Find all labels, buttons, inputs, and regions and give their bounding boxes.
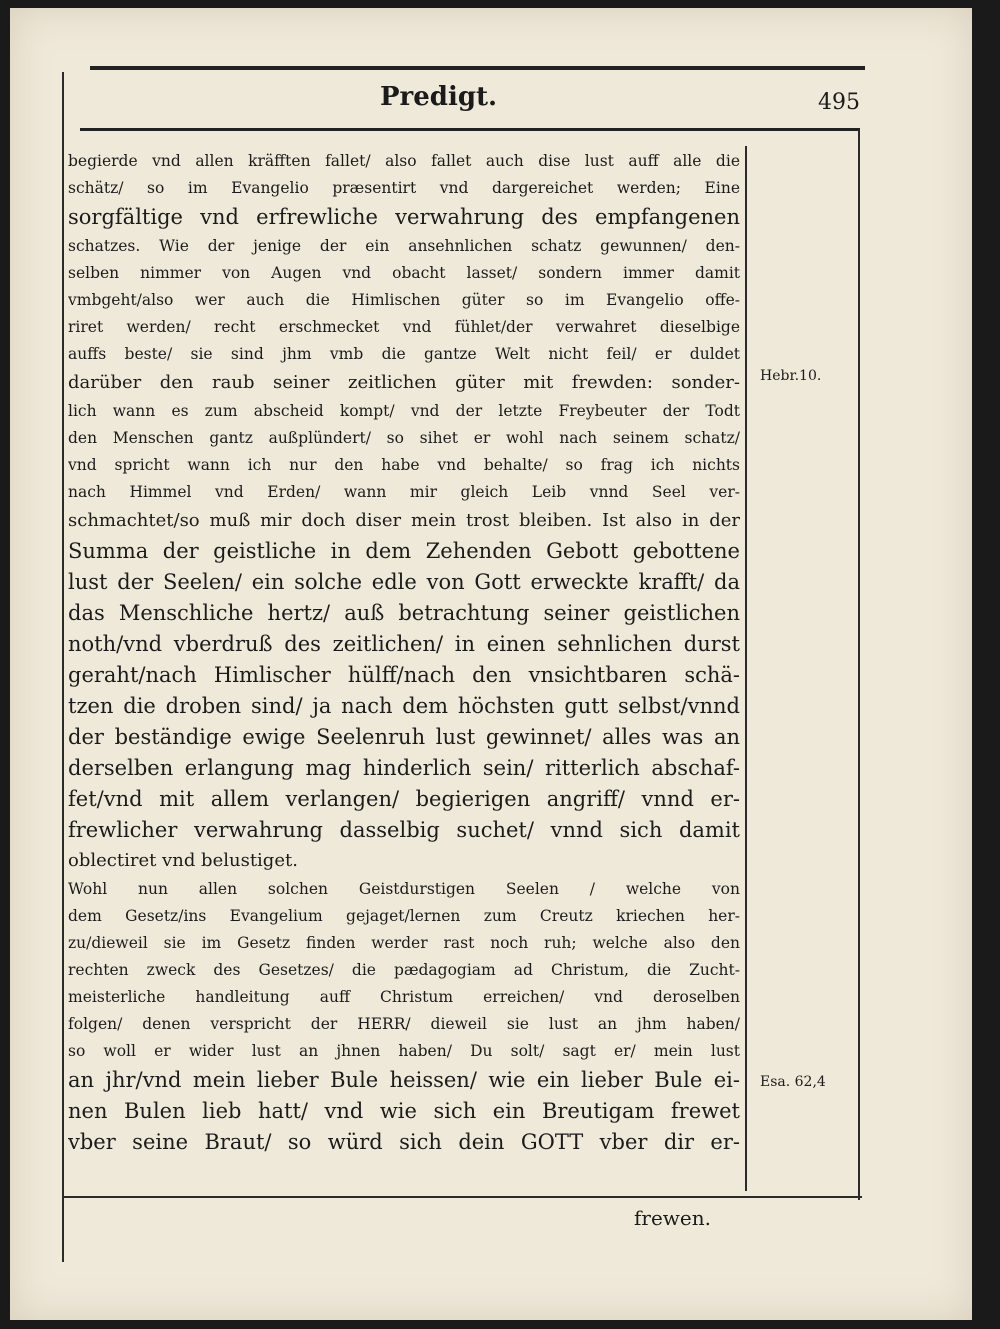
text-line: schatzes. Wie der jenige der ein ansehnlichen schatz gewunnen/ den- [68,237,740,255]
top-rule [90,66,865,70]
margin-note: Hebr.10. [760,368,822,384]
text-line: nach Himmel vnd Erden/ wann mir gleich Leib vnnd Seel ver- [68,483,740,501]
text-line: so woll er wider lust an jhnen haben/ Du solt/ sagt er/ mein lust [68,1042,740,1060]
text-line: meisterliche handleitung auff Christum erreichen/ vnd deroselben [68,988,740,1006]
text-line: vnd spricht wann ich nur den habe vnd behalte/ so frag ich nichts [68,456,740,474]
text-line: das Menschliche hertz/ auß betrachtung seiner geistlichen [68,601,740,625]
text-line: darüber den raub seiner zeitlichen güter mit frewden: sonder- [68,372,740,393]
page-number: 495 [818,90,860,115]
text-line: dem Gesetz/ins Evangelium gejaget/lernen zum Creutz kriechen her- [68,907,740,925]
text-line: folgen/ denen verspricht der HERR/ dieweil sie lust an jhm haben/ [68,1015,740,1033]
text-line: riret werden/ recht erschmecket vnd fühlet/der verwahret dieselbige [68,318,740,336]
text-line: begierde vnd allen kräfften fallet/ also fallet auch dise lust auff alle die [68,152,740,170]
text-line: vber seine Braut/ so würd sich dein GOTT vber dir er- [68,1130,740,1154]
text-line: selben nimmer von Augen vnd obacht lasset/ sondern immer damit [68,264,740,282]
right-border-rule [858,130,860,1200]
text-line: oblectiret vnd belustiget. [68,850,298,871]
margin-note: Esa. 62,4 [760,1074,826,1090]
text-line: zu/dieweil sie im Gesetz finden werder rast noch ruh; welche also den [68,934,740,952]
text-line: rechten zweck des Gesetzes/ die pædagogiam ad Christum, die Zucht- [68,961,740,979]
margin-column-rule [745,146,747,1191]
text-line: lust der Seelen/ ein solche edle von Gott erweckte krafft/ da [68,570,740,594]
text-line: der beständige ewige Seelenruh lust gewinnet/ alles was an [68,725,740,749]
text-line: vmbgeht/also wer auch die Himlischen güter so im Evangelio offe- [68,291,740,309]
left-border-rule [62,72,64,1262]
text-line: Summa der geistliche in dem Zehenden Gebott gebottene [68,539,740,563]
text-line: schmachtet/so muß mir doch diser mein trost bleiben. Ist also in der [68,510,740,531]
text-line: auffs beste/ sie sind jhm vmb die gantze Welt nicht feil/ er duldet [68,345,740,363]
text-line: an jhr/vnd mein lieber Bule heissen/ wie ein lieber Bule ei- [68,1068,740,1092]
text-line: sorgfältige vnd erfrewliche verwahrung des empfangenen [68,205,740,229]
catchword: frewen. [634,1206,711,1230]
text-line: derselben erlangung mag hinderlich sein/ ritterlich abschaf- [68,756,740,780]
text-line: Wohl nun allen solchen Geistdurstigen Seelen / welche von [68,880,740,898]
text-line: tzen die droben sind/ ja nach dem höchsten gutt selbst/vnnd [68,694,740,718]
text-line: frewlicher verwahrung dasselbig suchet/ vnnd sich damit [68,818,740,842]
text-line: lich wann es zum abscheid kompt/ vnd der letzte Freybeuter der Todt [68,402,740,420]
text-line: noth/vnd vberdruß des zeitlichen/ in einen sehnlichen durst [68,632,740,656]
text-line: fet/vnd mit allem verlangen/ begierigen angriff/ vnnd er- [68,787,740,811]
body-text [68,148,740,1158]
text-line: den Menschen gantz außplündert/ so sihet er wohl nach seinem schatz/ [68,429,740,447]
text-line: schätz/ so im Evangelio præsentirt vnd dargereichet werden; Eine [68,179,740,197]
running-title: Predigt. [380,82,498,112]
header-rule [80,128,860,131]
text-line: geraht/nach Himlischer hülff/nach den vnsichtbaren schä- [68,663,740,687]
bottom-rule [62,1196,862,1198]
text-line: nen Bulen lieb hatt/ vnd wie sich ein Breutigam frewet [68,1099,740,1123]
